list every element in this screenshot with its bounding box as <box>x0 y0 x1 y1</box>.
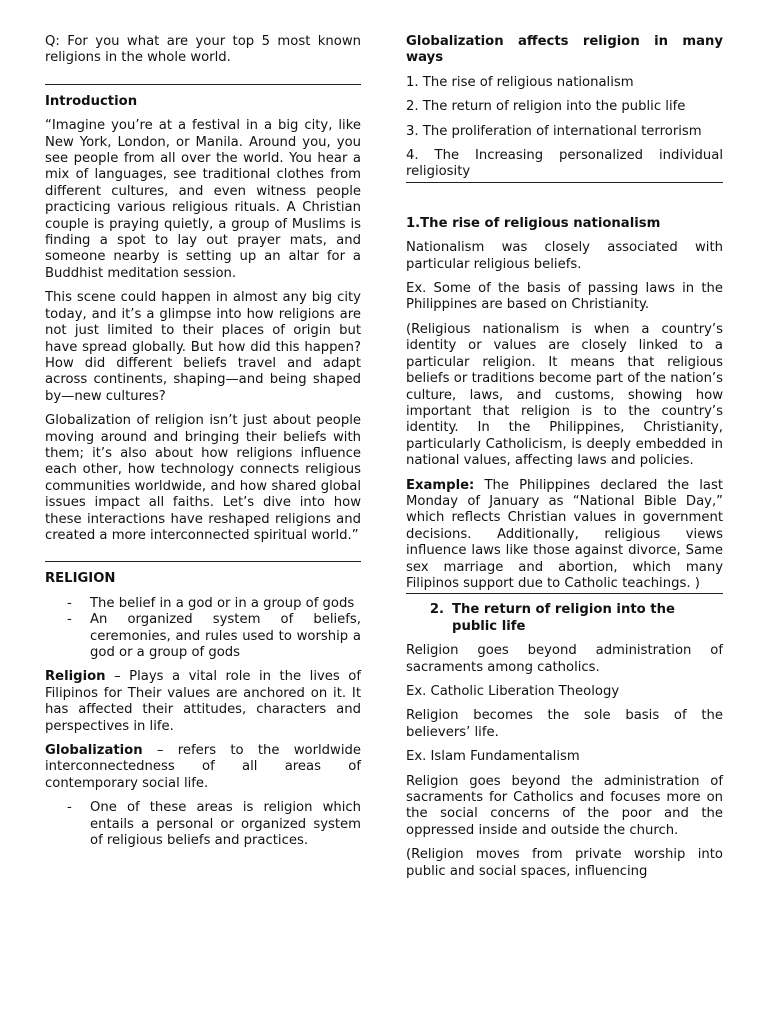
introduction-heading: Introduction <box>45 93 138 109</box>
religion-text: – Plays a vital role in the lives of Filipinos for Their values are anchored on it. It has affected their attitudes, characters and perspectives in life. <box>45 669 361 734</box>
return-paragraph-4: Ex. Islam Fundamentalism <box>406 749 580 765</box>
divider <box>406 593 723 594</box>
right-column <box>406 34 723 888</box>
return-heading <box>406 602 723 635</box>
nationalism-paragraph-3: (Religious nationalism is when a country’s identity or values are closely linked to a particular religion. It means that religious beliefs or traditions become part of the nation’s culture, laws, and customs, showing how important that religion is to the country’s identity. In the Philippines, Christianity, particularly Catholicism, is deeply embedded in national values, affecting laws and policies. <box>406 321 723 469</box>
ways-heading: Globalization affects religion in many ways <box>406 34 723 66</box>
way-item: 4. The Increasing personalized individual religiosity <box>406 148 723 180</box>
return-paragraph-1: Religion goes beyond administration of sacraments among catholics. <box>406 643 723 675</box>
way-item: 3. The proliferation of international terrorism <box>406 123 702 139</box>
divider <box>406 182 723 183</box>
return-paragraph-3: Religion becomes the sole basis of the believers’ life. <box>406 708 723 740</box>
globalization-paragraph <box>45 743 361 792</box>
question-text: Q: For you what are your top 5 most known religions in the whole world. <box>45 34 361 66</box>
intro-paragraph-3: Globalization of religion isn’t just about people moving around and bringing their beliefs with them; it’s also about how religions influence each other, how technology connects religious communities worldwide, and how shared global issues impact all faiths. Let’s dive into how these interactions have reshaped religions and created a more interconnected spiritual world.” <box>45 413 361 543</box>
list-item: - The belief in a god or in a group of gods <box>45 596 361 612</box>
return-paragraph-2: Ex. Catholic Liberation Theology <box>406 684 620 699</box>
intro-paragraph-1: “Imagine you’re at a festival in a big city, like New York, London, or Manila. Around you, you see people from all over the world. You hear a mix of languages, see traditional clothes from different cultures, and even witness people practicing various religious rituals. A Christian couple is praying quietly, a group of Muslims is finding a spot to lay out prayer mats, and someone nearby is setting up an altar for a Buddhist meditation session. <box>45 118 361 281</box>
way-item: 1. The rise of religious nationalism <box>406 74 634 90</box>
divider <box>45 561 361 562</box>
religion-paragraph <box>45 669 361 735</box>
globalization-term: Globalization <box>45 743 143 759</box>
religion-heading: RELIGION <box>45 571 116 587</box>
way-item: 2. The return of religion into the public life <box>406 99 686 115</box>
example-text: The Philippines declared the last Monday of January as “National Bible Day,” which reflects Christian values in government decisions. Additionally, religious views influence laws like those against divorce, Same sex marriage and abortion, which many Filipinos support due to Catholic teachings. ) <box>406 477 723 591</box>
divider <box>45 84 361 85</box>
list-item: - One of these areas is religion which entails a personal or organized system of religious beliefs and practices. <box>45 800 361 849</box>
list-item: - An organized system of beliefs, ceremonies, and rules used to worship a god or a group of gods <box>45 612 361 661</box>
globalization-points <box>45 800 361 849</box>
nationalism-paragraph-2: Ex. Some of the basis of passing laws in the Philippines are based on Christianity. <box>406 281 723 313</box>
nationalism-heading: 1.The rise of religious nationalism <box>406 215 661 231</box>
religion-term: Religion <box>45 669 106 685</box>
intro-paragraph-2: This scene could happen in almost any big city today, and it’s a glimpse into how religions are not just limited to their places of origin but have spread globally. But how did this happen? How did different beliefs travel and adapt across continents, shaping—and being shaped by—new cultures? <box>45 290 361 404</box>
return-heading-number: 2. <box>429 602 444 618</box>
example-paragraph <box>406 478 723 593</box>
example-label: Example: <box>406 477 475 493</box>
globalization-text: – refers to the worldwide interconnectedness of all areas of contemporary social life. <box>45 743 361 791</box>
return-heading-text: The return of religion into the public life <box>452 602 675 634</box>
return-paragraph-5: Religion goes beyond the administration of sacraments for Catholics and focuses more on the social concerns of the poor and the oppressed inside and outside the church. <box>406 773 723 838</box>
return-paragraph-6: (Religion moves from private worship into public and social spaces, influencing <box>406 847 723 879</box>
nationalism-paragraph-1: Nationalism was closely associated with particular religious beliefs. <box>406 240 723 272</box>
religion-definitions <box>45 596 361 662</box>
left-column <box>45 34 361 857</box>
